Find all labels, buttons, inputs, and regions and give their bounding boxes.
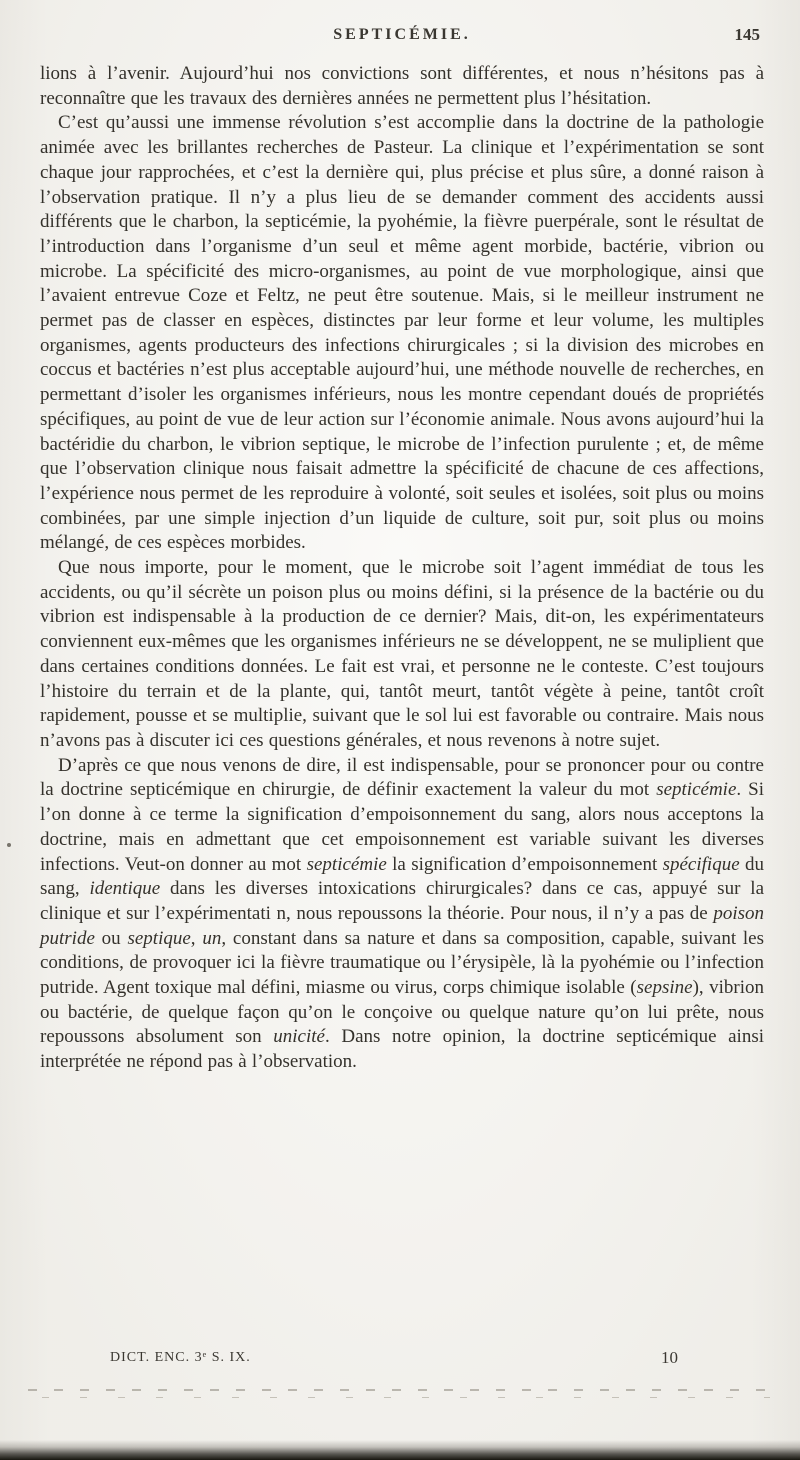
text-run: C’est qu’aussi une immense révolution s’est accomplie dans la doctrine de la pathologie animée avec les brillantes recherches de Pasteur. La clinique et l’expérimentation se sont chaque jour rapprochées, et c’est la dernière qui, plus précise et plus sûre, a donné raison à l’observation pratique. Il n’y a plus lieu de se demander comment des accidents aussi différents que le charbon, la septicémie, la pyohémie, la fièvre puerpérale, sont le résultat de l’introduction dans l’organisme d’un seul et même agent morbide, bactérie, vibrion ou microbe. La spécificité des micro-organismes, au point de vue morphologique, ainsi que l’avaient entrevue Coze et Feltz, ne peut être soutenue. Mais, si le meilleur instrument ne permet pas de classer en espèces, distinctes par leur forme et leur volume, les multiples organismes, agents producteurs des infections chirurgicales ; si la division des microbes en coccus et bactéries n’est plus acceptable aujourd’hui, une méthode nouvelle de recherches, en permettant d’isoler les organismes inférieurs, nous les montre cependant doués de propriétés spécifiques, au point de vue de leur action sur l’économie animale. Nous avons aujourd’hui la bactéridie du charbon, le vibrion septique, le microbe de l’infection purulente ; et, de même que l’observation clinique nous faisait admettre la spécificité de chacune de ces affections, l’expérience nous permet de les reproduire à volonté, soit seules et isolées, soit plus ou moins combinées, par une simple injection d’un liquide de culture, soit pur, soit plus ou moins mélangé, de ces espèces morbides.	[40, 112, 764, 554]
emphasized-term: poison putride	[40, 902, 764, 949]
page-header	[40, 26, 764, 62]
emphasized-term: septicémie	[656, 779, 737, 801]
text-run: , constant dans sa nature et dans sa composition, capable, suivant les conditions, de provoquer ici la fièvre traumatique ou l’érysipèle, là la pyohémie ou l’infection putride. Agent toxique mal défini, miasme ou virus, corps chimique isolable (	[40, 927, 765, 999]
emphasized-term: septicémie	[306, 853, 387, 875]
ink-spot-artifact	[7, 843, 11, 847]
page-number: 145	[734, 25, 760, 44]
text-run: ,	[190, 927, 203, 949]
scan-dashes-artifact	[28, 1389, 770, 1399]
paragraph	[40, 556, 764, 754]
emphasized-term: un	[202, 927, 222, 949]
paragraph	[40, 111, 764, 556]
text-run: D’après ce que nous venons de dire, il est indispensable, pour se prononcer pour ou contre la doctrine septicémique en chirurgie, de définir exactement la valeur du mot	[40, 754, 764, 801]
page-content	[40, 26, 764, 1075]
text-run: ou	[94, 927, 128, 949]
paragraph	[40, 62, 764, 111]
text-run: du sang,	[40, 853, 764, 900]
emphasized-term: sepsine	[636, 977, 693, 999]
emphasized-term: unicité	[273, 1026, 325, 1048]
text-run: la signification d’empoisonnement	[386, 853, 663, 875]
scan-edge-shadow	[0, 1440, 800, 1460]
text-body	[40, 62, 764, 1075]
text-run: Que nous importe, pour le moment, que le microbe soit l’agent immédiat de tous les accidents, ou qu’il sécrète un poison plus ou moins défini, si la présence de la bactérie ou du vibrion est indispensable à la production de ce dernier? Mais, dit-on, les expérimentateurs conviennent eux-mêmes que les organismes inférieurs ne se développent, ne se muliplient que dans certaines conditions données. Le fait est vrai, et personne ne le conteste. C’est toujours l’histoire du terrain et de la plante, qui, tantôt meurt, tantôt végète à peine, tantôt croît rapidement, pousse et se multiplie, suivant que le sol lui est favorable ou contraire. Mais nous n’avons pas à discuter ici ces questions générales, et nous revenons à notre sujet.	[40, 557, 764, 751]
text-run: lions à l’avenir. Aujourd’hui nos convictions sont différentes, et nous n’hésitons pas à reconnaître que les travaux des dernières années ne permettent plus l’hésitation.	[40, 63, 764, 109]
page-footer	[40, 1348, 764, 1370]
paragraph	[40, 754, 764, 1075]
text-run: . Dans notre opinion, la doctrine septicémique ainsi interprétée ne répond pas à l’observation.	[40, 1026, 765, 1073]
text-run: . Si l’on donne à ce terme la signification d’empoisonnement du sang, alors nous acceptons la doctrine, mais en admettant que cet empoisonnement est variable suivant les diverses infections. Veut-on donner au mot	[40, 779, 764, 875]
emphasized-term: spécifique	[662, 853, 740, 875]
running-title: SEPTICÉMIE.	[333, 26, 471, 43]
emphasized-term: identique	[89, 878, 161, 900]
text-run: dans les diverses intoxications chirurgicales? dans ce cas, appuyé sur la clinique et sur l’expérimentati n, nous repoussons la théorie. Pour nous, il n’y a pas de	[40, 878, 764, 924]
text-run: ), vibrion ou bactérie, de quelque façon qu’on le conçoive ou quelque nature qu’on lui prête, nous repoussons absolument son	[40, 977, 764, 1048]
emphasized-term: septique	[127, 927, 191, 949]
footer-signature: DICT. ENC. 3ᵉ S. IX.	[110, 1350, 251, 1365]
footer-catch-number: 10	[661, 1348, 678, 1367]
